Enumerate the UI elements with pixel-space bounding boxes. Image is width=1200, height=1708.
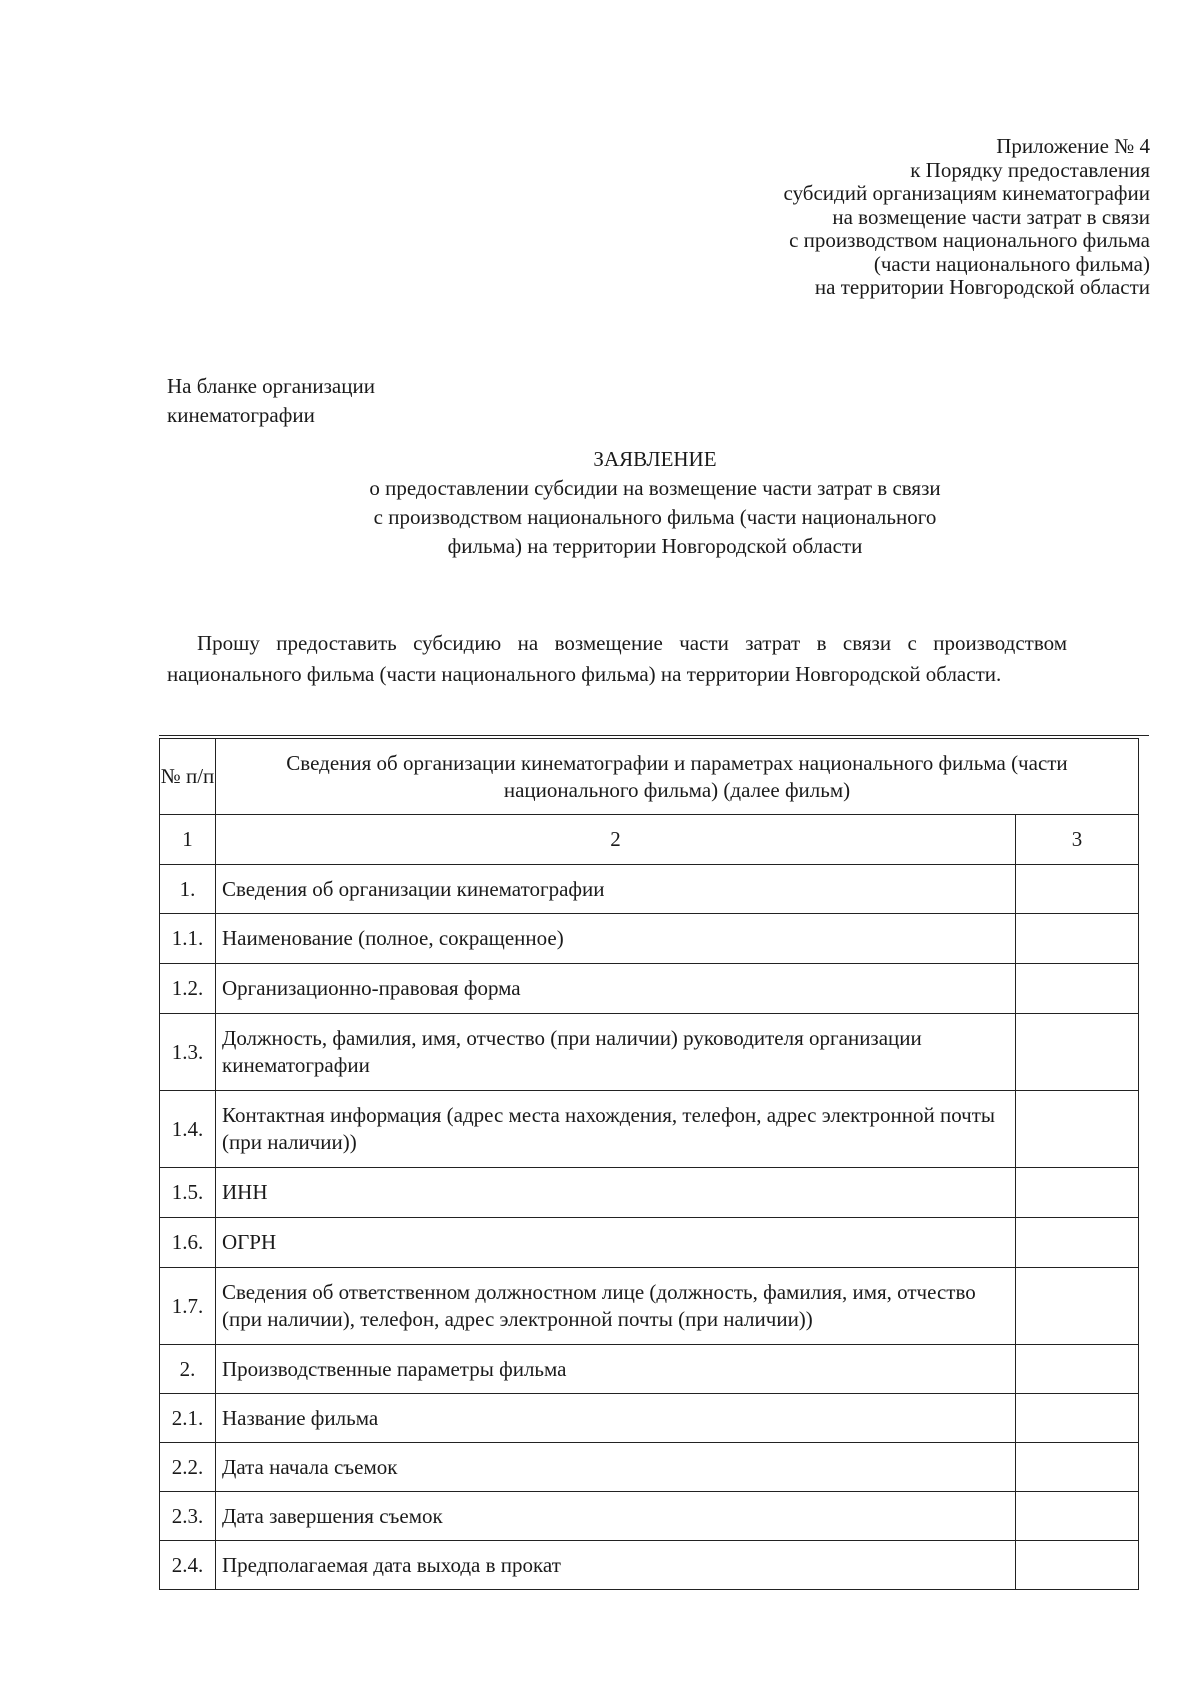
- table-top-rule: [159, 735, 1149, 736]
- title-line: о предоставлении субсидии на возмещение части затрат в связи: [369, 476, 941, 500]
- row-value-cell[interactable]: [1016, 1345, 1139, 1394]
- row-text: Название фильма: [216, 1394, 1016, 1443]
- appendix-header: [590, 135, 1150, 300]
- row-value-cell[interactable]: [1016, 1091, 1139, 1168]
- document-title: [240, 445, 1070, 561]
- request-line: национального фильма (части национального фильма) на территории Новгородской области.: [167, 662, 1002, 686]
- row-num: 1.3.: [160, 1014, 216, 1091]
- row-value-cell[interactable]: [1016, 1443, 1139, 1492]
- column-number-cell: 2: [216, 815, 1016, 865]
- table-row: [160, 865, 1139, 914]
- table-row: [160, 1091, 1139, 1168]
- table-row: [160, 964, 1139, 1014]
- row-num: 1.6.: [160, 1218, 216, 1268]
- row-value-cell[interactable]: [1016, 1268, 1139, 1345]
- table-row: [160, 1345, 1139, 1394]
- row-value-cell[interactable]: [1016, 1218, 1139, 1268]
- row-num: 2.4.: [160, 1541, 216, 1590]
- table-header-row: [160, 739, 1139, 815]
- row-num: 2.3.: [160, 1492, 216, 1541]
- appendix-line: с производством национального фильма: [789, 228, 1150, 252]
- column-number-row: [160, 815, 1139, 865]
- table-row: [160, 1394, 1139, 1443]
- row-num: 1.2.: [160, 964, 216, 1014]
- table-row: [160, 1541, 1139, 1590]
- title-heading: ЗАЯВЛЕНИЕ: [593, 447, 717, 471]
- row-num: 1.5.: [160, 1168, 216, 1218]
- row-value-cell[interactable]: [1016, 1541, 1139, 1590]
- table-row: [160, 1168, 1139, 1218]
- letterhead-note: [167, 372, 375, 430]
- letterhead-line: кинематографии: [167, 403, 315, 427]
- request-line: Прошу предоставить субсидию на возмещение части затрат в связи с производством: [197, 631, 1067, 655]
- column-number-cell: 3: [1016, 815, 1139, 865]
- row-text: Сведения об организации кинематографии: [216, 865, 1016, 914]
- row-value-cell[interactable]: [1016, 1014, 1139, 1091]
- row-num: 1.4.: [160, 1091, 216, 1168]
- appendix-line: к Порядку предоставления: [910, 157, 1150, 182]
- row-value-cell[interactable]: [1016, 1492, 1139, 1541]
- appendix-line: (части национального фильма): [873, 251, 1150, 276]
- row-num: 2.: [160, 1345, 216, 1394]
- row-text: Предполагаемая дата выхода в прокат: [216, 1541, 1016, 1590]
- row-value-cell[interactable]: [1016, 865, 1139, 914]
- request-paragraph: [167, 628, 1067, 690]
- column-number-cell: 1: [160, 815, 216, 865]
- appendix-line: на территории Новгородской области: [814, 275, 1150, 299]
- row-text: Организационно-правовая форма: [216, 964, 1016, 1014]
- row-value-cell[interactable]: [1016, 964, 1139, 1014]
- row-text: Должность, фамилия, имя, отчество (при наличии) руководителя организации кинематографии: [216, 1014, 1016, 1091]
- row-text: Контактная информация (адрес места нахождения, телефон, адрес электронной почты (при наличии)): [216, 1091, 1016, 1168]
- row-num: 2.2.: [160, 1443, 216, 1492]
- table-row: [160, 1014, 1139, 1091]
- header-desc-cell: Сведения об организации кинематографии и параметрах национального фильма (части национального фильма) (далее фильм): [216, 739, 1139, 815]
- row-value-cell[interactable]: [1016, 1168, 1139, 1218]
- table-row: [160, 1268, 1139, 1345]
- row-text: ИНН: [216, 1168, 1016, 1218]
- row-text: Дата завершения съемок: [216, 1492, 1016, 1541]
- row-text: Сведения об ответственном должностном лице (должность, фамилия, имя, отчество (при наличии), телефон, адрес электронной почты (при наличии)): [216, 1268, 1016, 1345]
- row-num: 2.1.: [160, 1394, 216, 1443]
- row-text: Наименование (полное, сокращенное): [216, 914, 1016, 964]
- row-value-cell[interactable]: [1016, 914, 1139, 964]
- row-value-cell[interactable]: [1016, 1394, 1139, 1443]
- table-row: [160, 1492, 1139, 1541]
- row-num: 1.: [160, 865, 216, 914]
- title-line: с производством национального фильма (части национального: [373, 505, 937, 529]
- appendix-line: на возмещение части затрат в связи: [832, 204, 1150, 229]
- row-num: 1.1.: [160, 914, 216, 964]
- appendix-line: Приложение № 4: [996, 134, 1150, 158]
- application-form-table: [159, 738, 1139, 1590]
- table-row: [160, 1218, 1139, 1268]
- row-text: Производственные параметры фильма: [216, 1345, 1016, 1394]
- table-row: [160, 914, 1139, 964]
- letterhead-line: На бланке организации: [167, 374, 375, 398]
- title-line: фильма) на территории Новгородской области: [447, 534, 863, 558]
- row-num: 1.7.: [160, 1268, 216, 1345]
- appendix-line: субсидий организациям кинематографии: [783, 181, 1150, 205]
- header-num-cell: № п/п: [160, 739, 216, 815]
- row-text: ОГРН: [216, 1218, 1016, 1268]
- table-row: [160, 1443, 1139, 1492]
- row-text: Дата начала съемок: [216, 1443, 1016, 1492]
